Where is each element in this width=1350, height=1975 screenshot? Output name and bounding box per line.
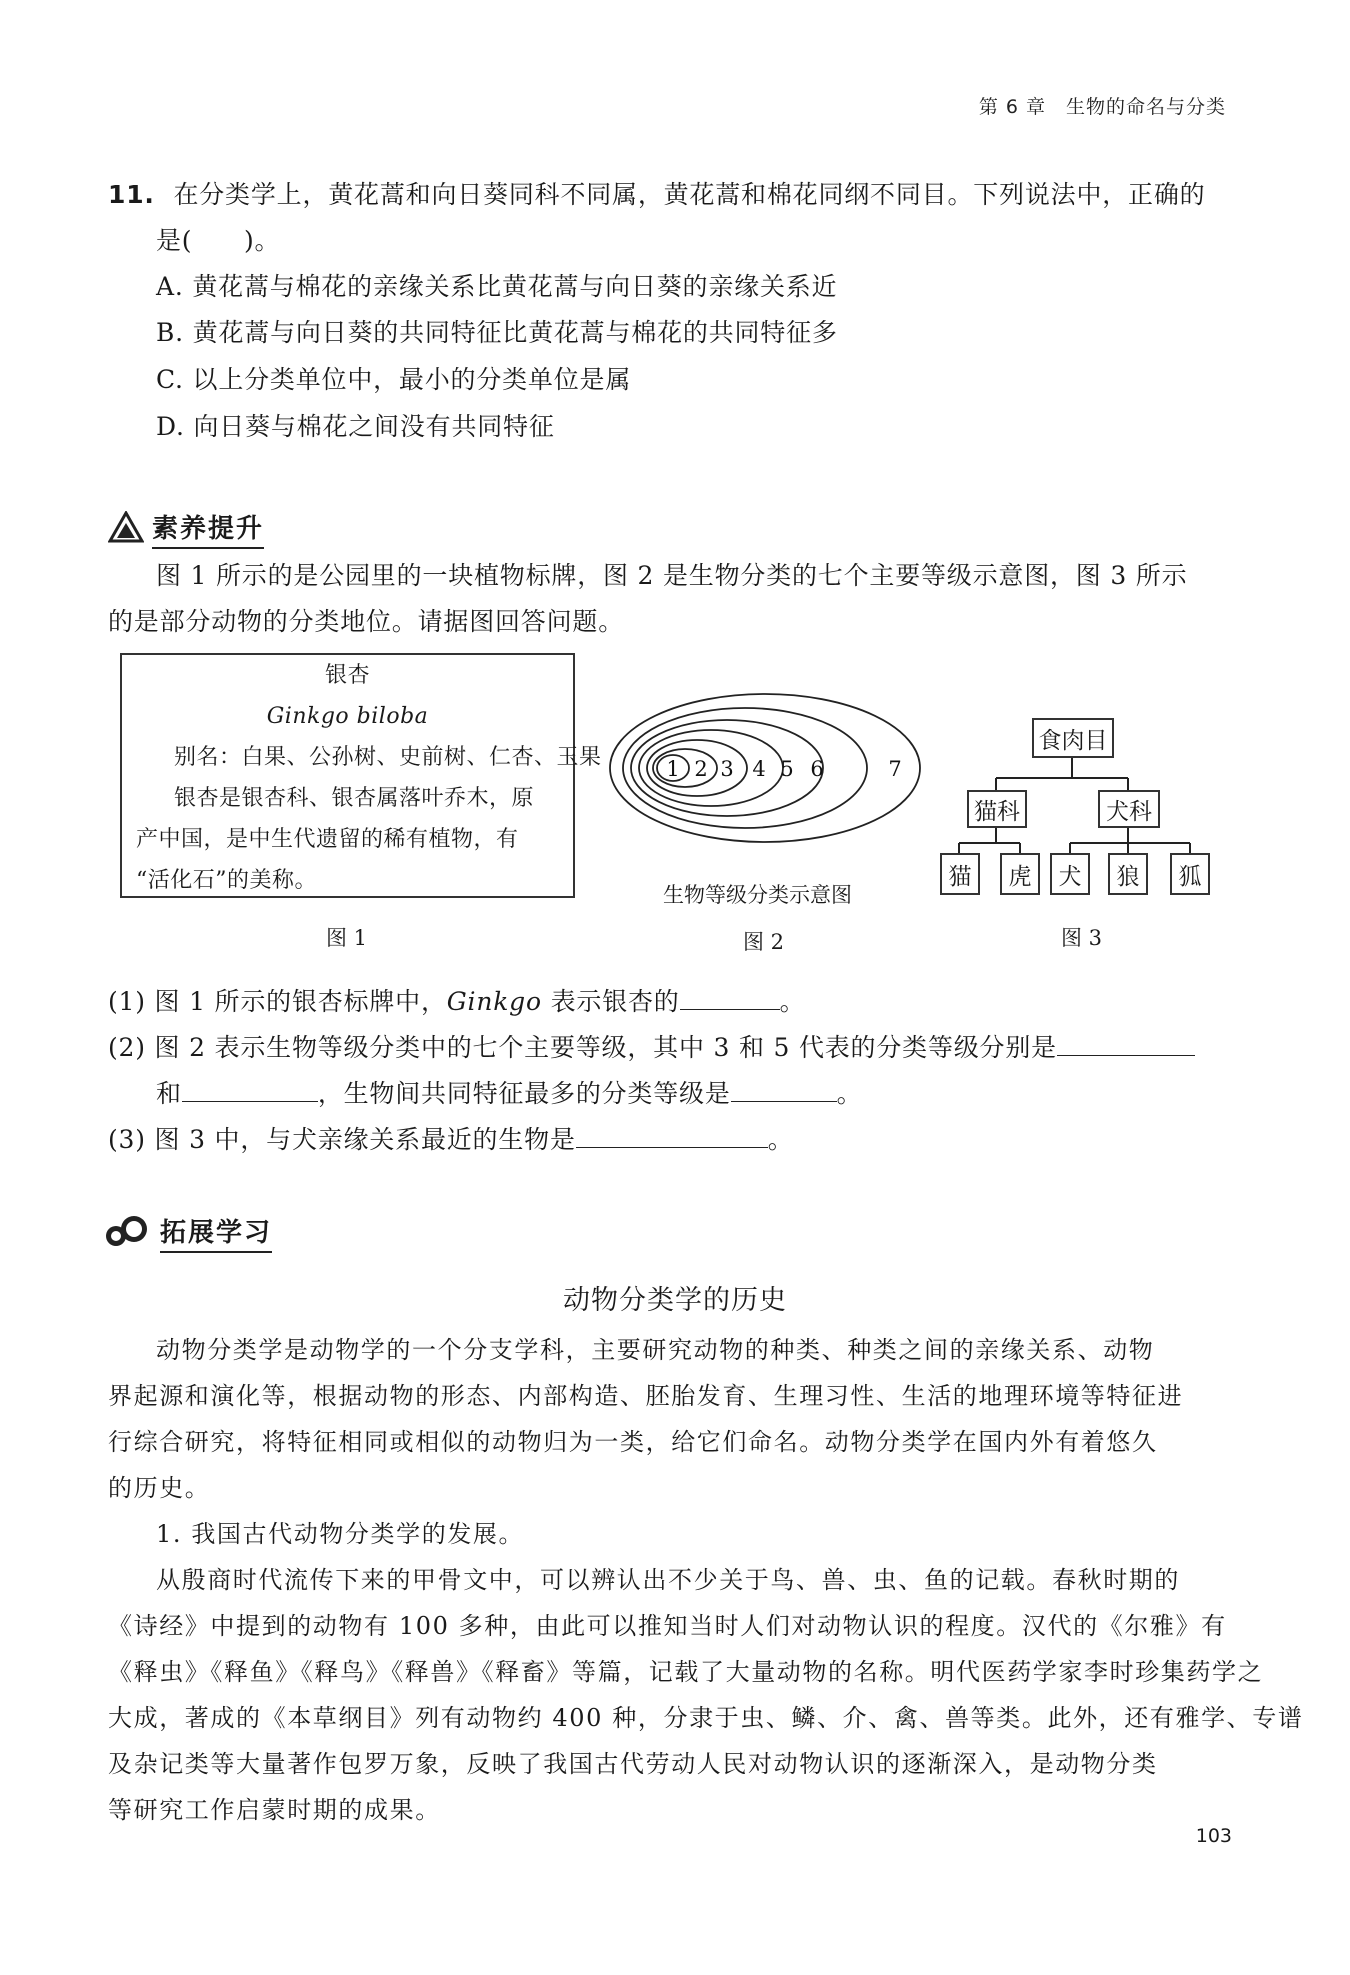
ring-label-5: 5	[780, 757, 794, 781]
classification-rings-diagram	[605, 690, 925, 880]
subquestion-3	[108, 1117, 794, 1163]
article-p2-line3: 《释虫》《释鱼》《释鸟》《释兽》《释畜》等篇，记载了大量动物的名称。明代医药学家李时珍集药学之	[108, 1658, 1264, 1686]
article-title: 动物分类学的历史	[563, 1285, 787, 1316]
improve-intro-1: 图 1 所示的是公园里的一块植物标牌，图 2 是生物分类的七个主要等级示意图，图 3 所示	[156, 561, 1188, 590]
tree-node-cat: 猫	[940, 853, 980, 895]
q11-stem-2: 是( )。	[156, 226, 281, 255]
article-p1-line2: 界起源和演化等，根据动物的形态、内部构造、胚胎发育、生理习性、生活的地理环境等特征进	[108, 1382, 1184, 1410]
article-p1-line1: 动物分类学是动物学的一个分支学科，主要研究动物的种类、种类之间的亲缘关系、动物	[156, 1336, 1155, 1364]
subquestion-1-text-b: 表示银杏的	[541, 987, 680, 1016]
subquestion-2-line1	[108, 1025, 1195, 1071]
section-improve-title: 素养提升	[152, 508, 264, 549]
subquestion-2-text: (2) 图 2 表示生物等级分类中的七个主要等级，其中 3 和 5 代表的分类等级分别是	[108, 1033, 1057, 1062]
subquestion-2-end: 。	[836, 1079, 863, 1108]
tree-node-canidae: 犬科	[1098, 790, 1160, 828]
tree-node-wolf: 狼	[1108, 853, 1148, 895]
sign-plant-name: 银杏	[324, 663, 370, 688]
figure3-caption: 图 3	[1061, 926, 1103, 950]
tree-node-order: 食肉目	[1032, 718, 1114, 758]
q11-option-a: A. 黄花蒿与棉花的亲缘关系比黄花蒿与向日葵的亲缘关系近	[156, 272, 838, 301]
article-p2-line6: 等研究工作启蒙时期的成果。	[108, 1796, 441, 1824]
q11-option-b: B. 黄花蒿与向日葵的共同特征比黄花蒿与棉花的共同特征多	[156, 318, 838, 347]
chapter-header: 第 6 章 生物的命名与分类	[978, 96, 1226, 118]
figure1-caption: 图 1	[326, 926, 368, 950]
section-extend-heading	[104, 1212, 272, 1253]
subquestion-1-end: 。	[779, 987, 806, 1016]
q11-stem-1: 在分类学上，黄花蒿和向日葵同科不同属，黄花蒿和棉花同纲不同目。下列说法中，正确的	[173, 180, 1206, 209]
q11-option-c: C. 以上分类单位中，最小的分类单位是属	[156, 365, 632, 394]
answer-blank-1[interactable]	[680, 983, 780, 1010]
ring-label-3: 3	[720, 757, 734, 781]
section-improve-heading	[108, 508, 264, 549]
q11-option-d: D. 向日葵与棉花之间没有共同特征	[156, 412, 555, 441]
article-subheading: 1. 我国古代动物分类学的发展。	[156, 1520, 525, 1548]
sign-desc-1: 银杏是银杏科、银杏属落叶乔木，原	[174, 786, 535, 811]
tree-node-dog: 犬	[1050, 853, 1090, 895]
improve-intro-2: 的是部分动物的分类地位。请据图回答问题。	[108, 607, 625, 636]
tree-node-tiger: 虎	[1000, 853, 1040, 895]
sign-desc-3: “活化石”的美称。	[136, 868, 317, 893]
article-p1-line3: 行综合研究，将特征相同或相似的动物归为一类，给它们命名。动物分类学在国内外有着悠久	[108, 1428, 1158, 1456]
taxonomy-tree	[935, 715, 1230, 905]
ring-label-2: 2	[694, 757, 708, 781]
article-p2-line2: 《诗经》中提到的动物有 100 多种，由此可以推知当时人们对动物认识的程度。汉代的《尔雅》有	[108, 1612, 1227, 1640]
subquestion-2-and: 和	[156, 1079, 182, 1108]
sign-latin-name: Ginkgo biloba	[266, 704, 429, 729]
tree-node-felidae: 猫科	[967, 790, 1027, 828]
ring-6	[623, 708, 867, 828]
article-p2-line5: 及杂记类等大量著作包罗万象，反映了我国古代劳动人民对动物认识的逐渐深入，是动物分类	[108, 1750, 1158, 1778]
q11-line1	[108, 172, 1205, 218]
warning-triangle-icon	[108, 511, 144, 547]
subquestion-2-line2	[156, 1071, 862, 1117]
subquestion-1-genus: Ginkgo	[446, 987, 542, 1016]
section-extend-title: 拓展学习	[160, 1212, 272, 1253]
q11-number: 11.	[108, 180, 155, 209]
subquestion-3-text: (3) 图 3 中，与犬亲缘关系最近的生物是	[108, 1125, 576, 1154]
subquestion-2-text-b: ，生物间共同特征最多的分类等级是	[317, 1079, 731, 1108]
answer-blank-2c[interactable]	[731, 1075, 837, 1102]
tree-node-fox: 狐	[1170, 853, 1210, 895]
ring-label-1: 1	[666, 757, 680, 781]
page-number: 103	[1195, 1825, 1232, 1847]
answer-blank-2b[interactable]	[182, 1075, 318, 1102]
article-p1-line4: 的历史。	[108, 1474, 211, 1502]
subquestion-1-text: (1) 图 1 所示的银杏标牌中，	[108, 987, 447, 1016]
plant-sign	[120, 653, 602, 898]
ring-label-7: 7	[888, 757, 902, 781]
ring-label-6: 6	[810, 757, 824, 781]
ring-label-4: 4	[752, 757, 766, 781]
figure2-title: 生物等级分类示意图	[663, 883, 852, 907]
article-p2-line1: 从殷商时代流传下来的甲骨文中，可以辨认出不少关于鸟、兽、虫、鱼的记载。春秋时期的	[156, 1566, 1180, 1594]
magnifier-icon	[104, 1214, 154, 1252]
subquestion-3-end: 。	[767, 1125, 794, 1154]
figure2-caption: 图 2	[743, 930, 785, 954]
answer-blank-2a[interactable]	[1057, 1029, 1195, 1056]
sign-alias: 别名：白果、公孙树、史前树、仁杏、玉果	[174, 745, 602, 770]
article-p2-line4: 大成，著成的《本草纲目》列有动物约 400 种，分隶于虫、鳞、介、禽、兽等类。此外，还有雅学、专谱	[108, 1704, 1304, 1732]
answer-blank-3[interactable]	[576, 1121, 768, 1148]
subquestion-1	[108, 979, 805, 1025]
sign-desc-2: 产中国，是中生代遗留的稀有植物，有	[136, 827, 519, 852]
